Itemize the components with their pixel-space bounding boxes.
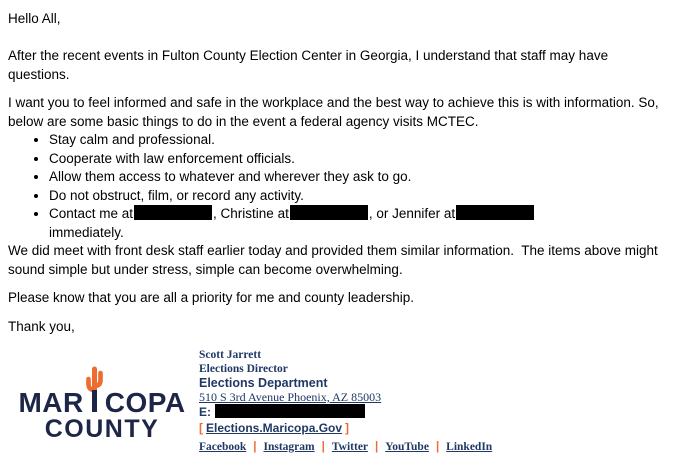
social-link-linkedin[interactable]: LinkedIn (446, 441, 493, 453)
separator: | (321, 441, 325, 453)
bullet-text: Cooperate with law enforcement officials. (49, 150, 295, 166)
logo-line-county: COUNTY (44, 414, 160, 443)
social-link-instagram[interactable]: Instagram (263, 441, 315, 453)
signature-block (8, 348, 687, 457)
signature-title: Elections Director (199, 363, 288, 375)
address-link[interactable]: 510 S 3rd Avenue Phoenix, AZ 85003 (199, 390, 382, 404)
bullet-text: Do not obstruct, film, or record any activity. (49, 187, 304, 203)
separator: | (253, 441, 257, 453)
paragraph-events: After the recent events in Fulton County Election Center in Georgia, I understand that staff may have questions. (8, 48, 612, 82)
social-links-row (199, 437, 492, 457)
redacted-phone-3 (456, 205, 534, 220)
contact-text: , Christine at (213, 206, 289, 221)
website-link[interactable]: Elections.Maricopa.Gov (206, 421, 343, 435)
action-list (8, 131, 670, 242)
list-item (49, 168, 670, 187)
paragraph-front-desk: We did meet with front desk staff earlier today and provided them similar information. The items above might sound simple but under stress, simple can become overwhelming. (8, 243, 662, 277)
contact-text: , or Jennifer at (368, 206, 456, 221)
paragraph-priority: Please know that you are all a priority for me and county leadership. (8, 290, 414, 305)
redacted-email (215, 404, 365, 418)
social-link-twitter[interactable]: Twitter (331, 441, 369, 453)
list-item-contact (49, 205, 670, 242)
bracket-right: ] (345, 421, 350, 435)
social-link-facebook[interactable]: Facebook (199, 441, 247, 453)
signature-name: Scott Jarrett (199, 349, 262, 361)
logo-line-maricopa (14, 365, 190, 417)
contact-text: Contact me at (49, 206, 134, 221)
signature-address (199, 390, 492, 404)
separator: | (375, 441, 379, 453)
bullet-text: Allow them access to whatever and wherever they ask to go. (49, 169, 412, 184)
paragraph-informed: I want you to feel informed and safe in the workplace and the best way to achieve this is with information. So, below are some basic things to do in the event a federal agency visits MCTEC. (8, 95, 663, 129)
contact-text: immediately. (49, 224, 124, 240)
redacted-phone-1 (134, 205, 212, 220)
redacted-phone-2 (290, 205, 368, 220)
signature-department: Elections Department (199, 376, 328, 390)
signature-details (190, 348, 492, 457)
list-item (49, 150, 670, 169)
signature-email-line (199, 404, 492, 420)
email-label: E: (199, 405, 211, 419)
greeting: Hello All, (8, 11, 61, 26)
logo-text: MAR (18, 386, 84, 418)
social-link-youtube[interactable]: YouTube (385, 441, 429, 453)
bracket-left: [ (199, 421, 203, 435)
signature-website-line (199, 420, 492, 437)
cactus-icon (85, 365, 104, 412)
list-item (49, 131, 670, 150)
bullet-text: Stay calm and professional. (49, 132, 215, 147)
list-item (49, 187, 670, 206)
maricopa-county-logo (8, 365, 190, 441)
closing: Thank you, (8, 318, 75, 334)
separator: | (435, 441, 440, 453)
logo-text: COPA (104, 386, 186, 418)
